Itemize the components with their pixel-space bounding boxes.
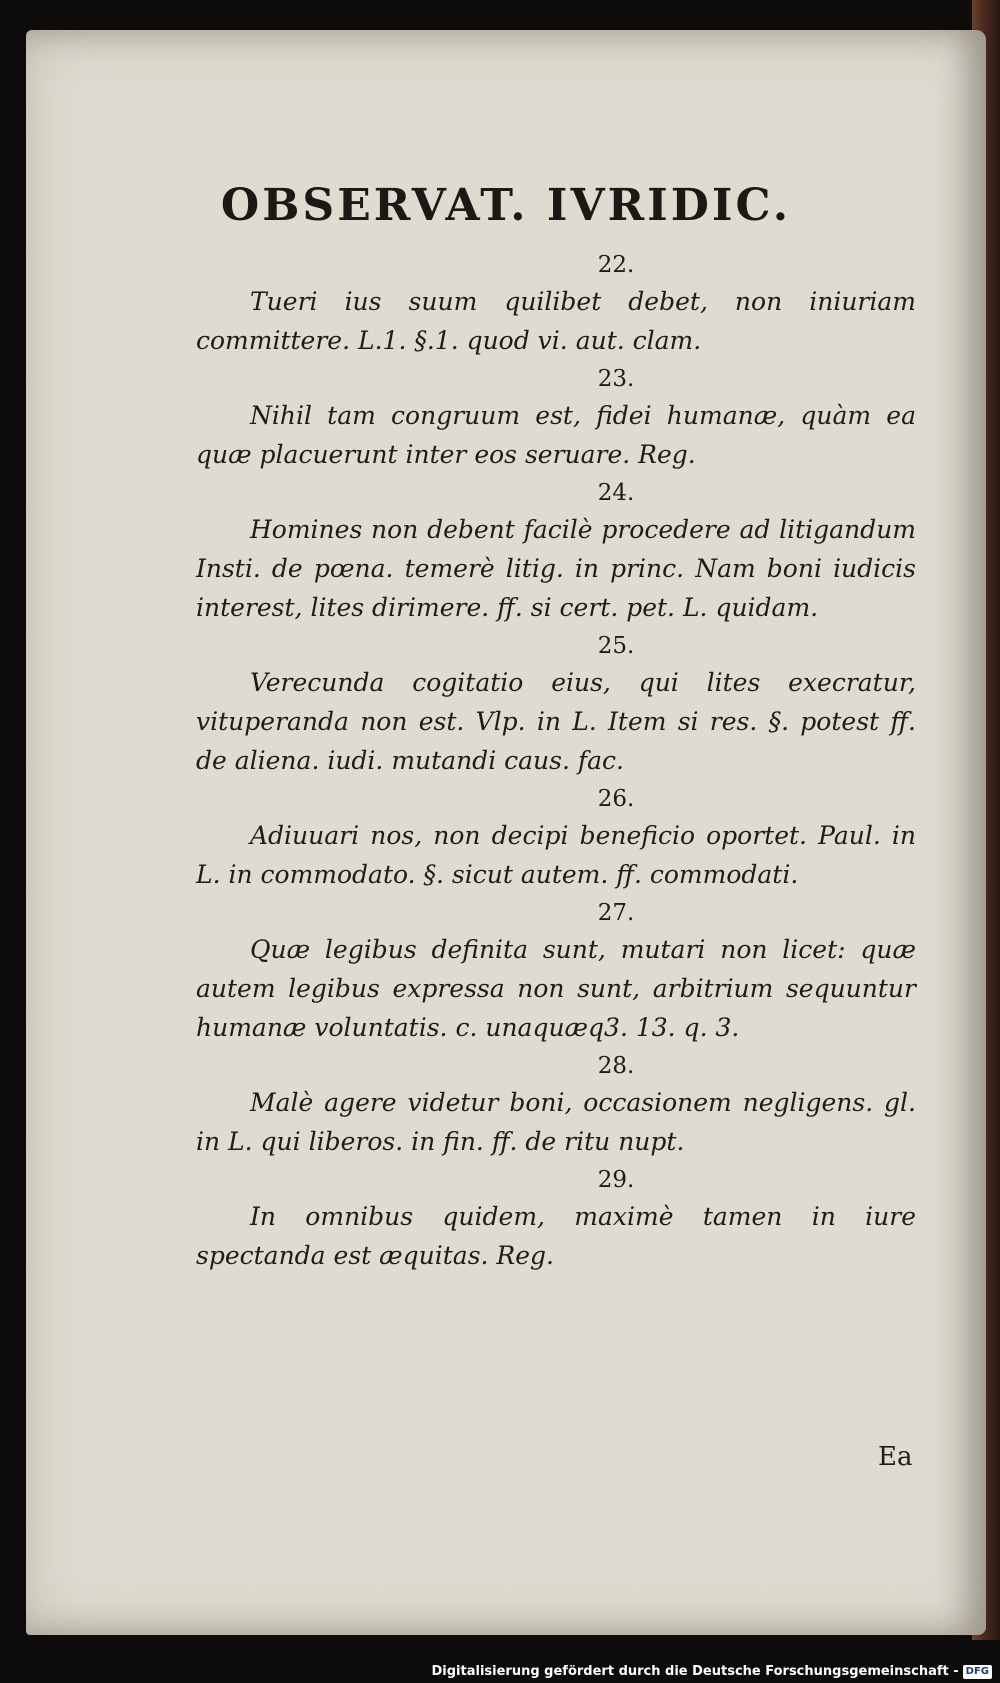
digitization-credit bbox=[432, 1664, 993, 1679]
entry-number: 27. bbox=[597, 900, 635, 926]
entry-number: 22. bbox=[597, 252, 635, 278]
entry-number: 23. bbox=[597, 366, 635, 392]
entries-list bbox=[196, 248, 916, 1277]
entry bbox=[196, 248, 916, 360]
dfg-logo: DFG bbox=[963, 1665, 992, 1679]
entry-number: 26. bbox=[597, 786, 635, 812]
running-head: OBSERVAT. IVRIDIC. bbox=[220, 180, 792, 231]
entry-text: Homines non debent facilè procedere ad litigandum Insti. de pœna. temerè litig. in princ. Nam boni iudicis interest, lites dirimere. ff. si cert. pet. L. quidam. bbox=[196, 515, 916, 622]
entry bbox=[196, 362, 916, 474]
entry bbox=[196, 629, 916, 780]
entry-number: 28. bbox=[597, 1053, 635, 1079]
entry bbox=[196, 896, 916, 1047]
entry-text: Tueri ius suum quilibet debet, non iniuriam committere. L.1. §.1. quod vi. aut. clam. bbox=[196, 287, 916, 355]
entry bbox=[196, 1049, 916, 1161]
entry-text: In omnibus quidem, maximè tamen in iure spectanda est æquitas. Reg. bbox=[196, 1202, 916, 1270]
entry-text: Adiuuari nos, non decipi beneficio oportet. Paul. in L. in commodato. §. sicut autem. ff. commodati. bbox=[196, 821, 916, 889]
book-page bbox=[26, 30, 986, 1635]
entry bbox=[196, 1163, 916, 1275]
entry-text: Quæ legibus definita sunt, mutari non licet: quæ autem legibus expressa non sunt, arbitrium sequuntur humanæ voluntatis. c. unaquæq3. 13. q. 3. bbox=[196, 935, 916, 1042]
entry bbox=[196, 782, 916, 894]
entry-text: Verecunda cogitatio eius, qui lites execratur, vituperanda non est. Vlp. in L. Item si res. §. potest ff. de aliena. iudi. mutandi caus. fac. bbox=[196, 668, 916, 775]
entry-number: 24. bbox=[597, 480, 635, 506]
catchword: Ea bbox=[878, 1442, 913, 1472]
credit-text: Digitalisierung gefördert durch die Deutsche Forschungsgemeinschaft - bbox=[431, 1664, 959, 1679]
entry-text: Malè agere videtur boni, occasionem negligens. gl. in L. qui liberos. in fin. ff. de ritu nupt. bbox=[196, 1088, 916, 1156]
entry bbox=[196, 476, 916, 627]
entry-text: Nihil tam congruum est, fidei humanæ, quàm ea quæ placuerunt inter eos seruare. Reg. bbox=[196, 401, 916, 469]
entry-number: 25. bbox=[597, 633, 635, 659]
entry-number: 29. bbox=[597, 1167, 635, 1193]
